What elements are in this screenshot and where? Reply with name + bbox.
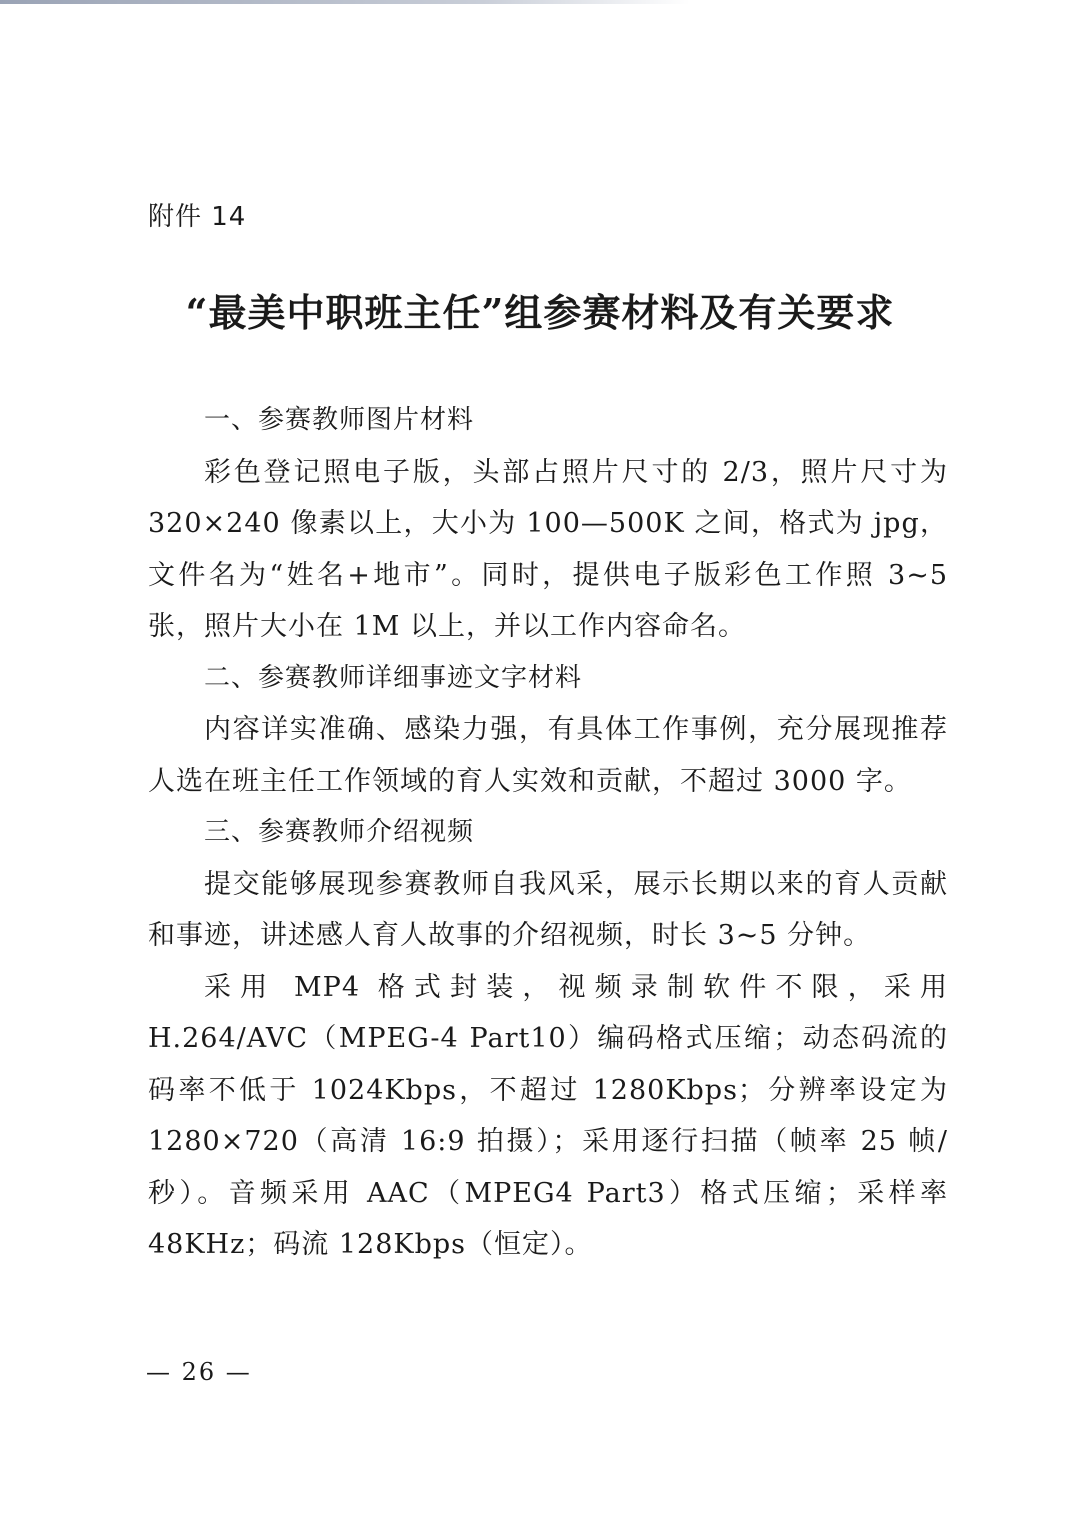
attachment-label: 附件 14	[148, 202, 247, 232]
paragraph-photo-requirements: 彩色登记照电子版，头部占照片尺寸的 2/3，照片尺寸为 320×240 像素以上，大小为 100—500K 之间，格式为 jpg，文件名为“姓名+地市”。同时，提供电子版彩色工作照 3~5 张，照片大小在 1M 以上，并以工作内容命名。	[148, 456, 948, 642]
paragraph-written-requirements: 内容详实准确、感染力强，有具体工作事例，充分展现推荐人选在班主任工作领域的育人实效和贡献，不超过 3000 字。	[148, 714, 948, 797]
paragraph-video-format: 采用 MP4 格式封装，视频录制软件不限，采用 H.264/AVC（MPEG-4 Part10）编码格式压缩；动态码流的码率不低于 1024Kbps，不超过 1280Kbps；分辨率设定为 1280×720（高清 16:9 拍摄）；采用逐行扫描（帧率 25 帧/秒）。音频采用 AAC（MPEG4 Part3）格式压缩；采样率 48KHz；码流 128Kbps（恒定）。	[148, 971, 948, 1260]
section-heading-written-materials: 二、参赛教师详细事迹文字材料	[204, 662, 583, 693]
page-number: — 26 —	[146, 1358, 252, 1386]
section-heading-video: 三、参赛教师介绍视频	[204, 817, 475, 847]
section-heading-photos: 一、参赛教师图片材料	[204, 405, 475, 435]
document-body	[148, 395, 948, 1271]
paragraph-video-content: 提交能够展现参赛教师自我风采，展示长期以来的育人贡献和事迹，讲述感人育人故事的介绍视频，时长 3~5 分钟。	[148, 868, 948, 951]
document-title: “最美中职班主任”组参赛材料及有关要求	[185, 290, 895, 335]
